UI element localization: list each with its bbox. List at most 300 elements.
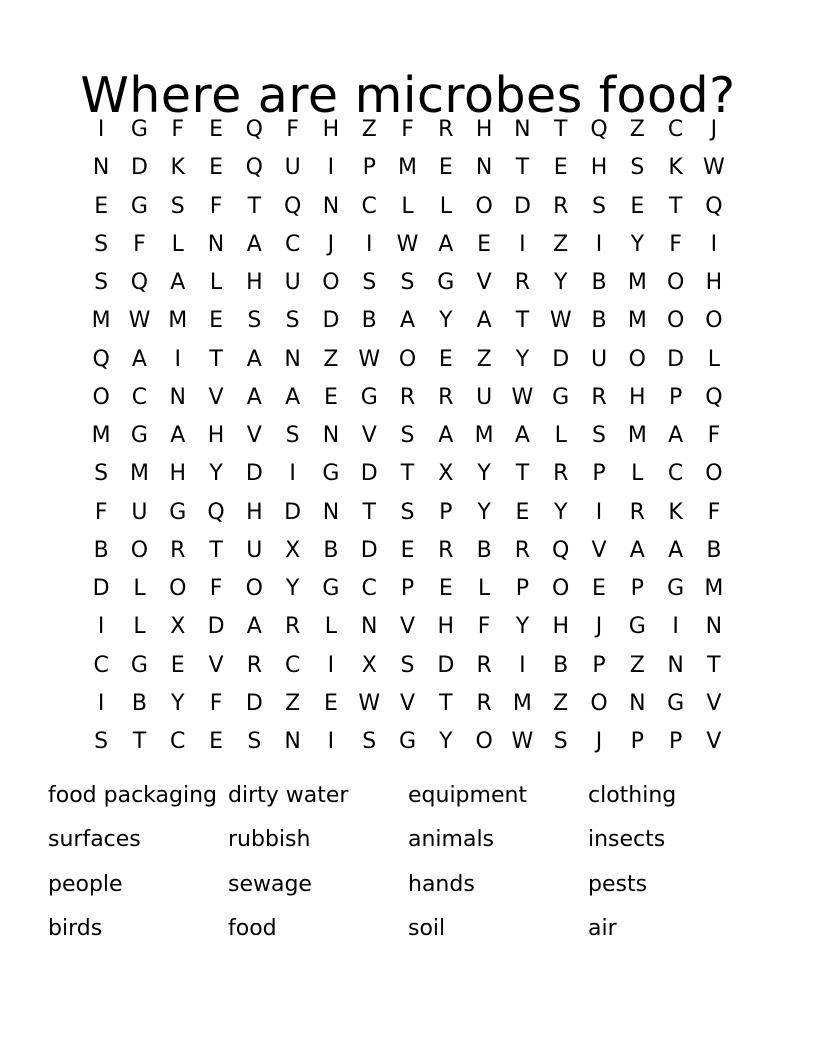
grid-letter: I	[327, 729, 335, 755]
grid-letter: N	[207, 231, 225, 257]
grid-letter: S	[285, 423, 300, 449]
grid-letter: N	[284, 346, 301, 372]
grid-letter: P	[439, 499, 453, 525]
grid-letter: X	[285, 537, 301, 563]
grid-letter: N	[322, 499, 340, 525]
grid-letter: A	[131, 346, 147, 372]
grid-letter: T	[707, 652, 721, 678]
grid-letter: S	[94, 729, 109, 755]
grid-letter: Y	[439, 308, 453, 334]
grid-letter: E	[438, 155, 453, 181]
grid-letter: Y	[439, 729, 453, 755]
grid-letter: U	[131, 499, 148, 525]
grid-letter: Q	[552, 537, 570, 563]
grid-letter: S	[285, 308, 300, 334]
grid-letter: S	[94, 270, 109, 296]
grid-letter: B	[591, 270, 607, 296]
grid-letter: V	[591, 537, 607, 563]
grid-letter: O	[245, 576, 263, 602]
grid-letter: Q	[245, 155, 263, 181]
grid-letter: B	[706, 537, 722, 563]
grid-letter: I	[327, 652, 335, 678]
grid-letter: V	[208, 384, 224, 410]
grid-letter: Y	[553, 499, 568, 525]
grid-letter: G	[628, 614, 646, 640]
grid-letter: N	[514, 117, 531, 143]
grid-letter: H	[246, 270, 263, 296]
grid-letter: O	[705, 461, 723, 487]
grid-letter: L	[439, 193, 452, 219]
word-bank-item: rubbish	[228, 827, 311, 853]
grid-letter: E	[438, 576, 453, 602]
grid-letter: G	[552, 384, 570, 410]
grid-letter: D	[360, 537, 378, 563]
grid-letter: Y	[171, 690, 185, 716]
grid-letter: A	[668, 537, 684, 563]
grid-letter: R	[399, 384, 416, 410]
grid-letter: Q	[705, 384, 723, 410]
grid-letter: I	[519, 652, 526, 678]
grid-letter: S	[362, 729, 377, 755]
grid-letter: E	[209, 155, 223, 181]
grid-letter: P	[668, 384, 683, 410]
grid-letter: T	[400, 461, 415, 487]
grid-letter: W	[511, 384, 534, 410]
grid-letter: Y	[477, 499, 491, 525]
word-bank-item: food packaging	[48, 783, 217, 808]
grid-letter: W	[549, 308, 572, 334]
grid-letter: D	[130, 155, 148, 181]
word-bank-item: air	[588, 915, 617, 941]
grid-letter: E	[209, 117, 223, 143]
grid-letter: H	[590, 155, 608, 181]
grid-letter: L	[324, 614, 338, 640]
grid-letter: D	[437, 652, 455, 678]
grid-letter: I	[97, 614, 105, 640]
grid-letter: P	[630, 576, 644, 602]
grid-letter: S	[94, 231, 109, 257]
grid-letter: D	[552, 346, 570, 372]
grid-letter: F	[209, 576, 223, 602]
grid-letter: M	[474, 423, 494, 449]
letter-grid	[82, 111, 733, 761]
grid-letter: R	[629, 499, 645, 525]
grid-letter: W	[358, 690, 381, 716]
grid-letter: O	[92, 384, 110, 410]
grid-letter: O	[590, 690, 608, 716]
grid-letter: R	[553, 461, 569, 487]
grid-letter: V	[399, 614, 416, 640]
grid-letter: S	[247, 729, 262, 755]
grid-letter: H	[475, 117, 493, 143]
grid-letter: S	[400, 270, 415, 296]
grid-letter: F	[477, 614, 491, 640]
grid-letter: Q	[590, 117, 608, 143]
grid-letter: N	[322, 423, 340, 449]
grid-letter: L	[707, 346, 721, 372]
grid-letter: B	[476, 537, 492, 563]
grid-letter: R	[476, 690, 492, 716]
grid-letter: J	[327, 231, 335, 257]
grid-letter: I	[174, 346, 181, 372]
grid-letter: A	[246, 614, 262, 640]
grid-letter: T	[209, 346, 223, 372]
grid-letter: B	[553, 652, 569, 678]
grid-letter: Y	[209, 461, 223, 487]
grid-letter: G	[130, 117, 148, 143]
word-bank-item: clothing	[588, 783, 677, 808]
word-bank-item: sewage	[228, 871, 312, 897]
grid-letter: C	[284, 652, 301, 678]
grid-letter: N	[284, 729, 301, 755]
grid-letter: Y	[285, 576, 300, 602]
grid-letter: P	[592, 652, 606, 678]
grid-letter: O	[475, 193, 493, 219]
grid-letter: K	[668, 499, 683, 525]
grid-letter: R	[438, 117, 454, 143]
grid-letter: G	[360, 384, 378, 410]
grid-letter: N	[360, 614, 378, 640]
grid-letter: P	[668, 729, 683, 755]
grid-letter: D	[667, 346, 685, 372]
grid-letter: J	[710, 117, 718, 143]
word-bank-item: equipment	[408, 783, 528, 808]
grid-letter: I	[595, 231, 603, 257]
grid-letter: Y	[515, 346, 530, 372]
grid-letter: K	[170, 155, 185, 181]
grid-letter: T	[132, 729, 147, 755]
grid-letter: T	[515, 155, 530, 181]
grid-letter: S	[400, 499, 415, 525]
grid-letter: H	[246, 499, 263, 525]
grid-letter: G	[130, 423, 148, 449]
grid-letter: I	[672, 614, 679, 640]
grid-letter: O	[552, 576, 570, 602]
grid-letter: W	[703, 155, 725, 181]
word-bank-item: people	[48, 871, 123, 897]
grid-letter: A	[514, 423, 530, 449]
grid-letter: C	[667, 117, 684, 143]
grid-letter: V	[208, 652, 224, 678]
grid-letter: N	[705, 614, 723, 640]
grid-letter: F	[171, 117, 185, 143]
grid-letter: Q	[245, 117, 263, 143]
grid-letter: E	[400, 537, 415, 563]
grid-letter: D	[207, 614, 225, 640]
grid-letter: A	[170, 270, 186, 296]
word-bank-item: soil	[408, 915, 446, 941]
grid-letter: B	[361, 308, 377, 334]
grid-letter: M	[627, 308, 647, 334]
grid-letter: F	[401, 117, 414, 143]
grid-letter: F	[286, 117, 299, 143]
grid-letter: R	[284, 614, 301, 640]
grid-letter: D	[245, 461, 263, 487]
grid-letter: G	[667, 576, 685, 602]
grid-letter: P	[515, 576, 530, 602]
grid-letter: E	[170, 652, 185, 678]
grid-letter: Q	[92, 346, 110, 372]
grid-letter: Z	[553, 231, 569, 257]
grid-letter: I	[365, 231, 373, 257]
grid-letter: S	[94, 461, 109, 487]
grid-letter: I	[327, 155, 335, 181]
grid-letter: E	[209, 729, 223, 755]
grid-letter: A	[246, 384, 262, 410]
grid-letter: M	[512, 690, 532, 716]
grid-letter: D	[245, 690, 263, 716]
grid-letter: L	[171, 231, 184, 257]
grid-letter: J	[595, 729, 603, 755]
grid-letter: O	[475, 729, 493, 755]
grid-letter: V	[399, 690, 416, 716]
grid-letter: F	[209, 690, 223, 716]
grid-letter: Q	[283, 193, 302, 219]
grid-letter: F	[94, 499, 108, 525]
grid-letter: F	[209, 193, 223, 219]
grid-letter: R	[476, 652, 492, 678]
grid-letter: G	[667, 690, 685, 716]
grid-letter: E	[323, 690, 338, 716]
grid-letter: L	[477, 576, 491, 602]
grid-letter: S	[362, 270, 377, 296]
grid-letter: C	[93, 652, 109, 678]
grid-letter: G	[322, 576, 340, 602]
grid-letter: Z	[629, 117, 645, 143]
word-bank-item: food	[228, 915, 277, 941]
grid-letter: G	[169, 499, 187, 525]
grid-letter: S	[400, 652, 415, 678]
grid-letter: L	[554, 423, 567, 449]
grid-letter: O	[666, 308, 685, 334]
grid-letter: D	[360, 461, 378, 487]
grid-letter: Y	[630, 231, 645, 257]
grid-letter: E	[592, 576, 606, 602]
word-bank-item: birds	[48, 915, 103, 941]
grid-letter: U	[476, 384, 493, 410]
grid-letter: V	[246, 423, 262, 449]
grid-letter: E	[515, 499, 530, 525]
grid-letter: M	[91, 308, 111, 334]
grid-letter: N	[475, 155, 493, 181]
grid-letter: A	[476, 308, 492, 334]
grid-letter: E	[438, 346, 453, 372]
grid-letter: I	[97, 690, 105, 716]
grid-letter: C	[131, 384, 148, 410]
grid-letter: S	[400, 423, 415, 449]
grid-letter: U	[284, 270, 301, 296]
grid-letter: X	[361, 652, 377, 678]
grid-letter: C	[361, 193, 377, 219]
grid-letter: C	[361, 576, 377, 602]
grid-letter: R	[591, 384, 607, 410]
grid-letter: G	[437, 270, 455, 296]
grid-letter: T	[515, 461, 530, 487]
grid-letter: D	[322, 308, 340, 334]
grid-letter: U	[284, 155, 301, 181]
grid-letter: D	[92, 576, 110, 602]
grid-letter: V	[706, 690, 722, 716]
grid-letter: O	[130, 537, 149, 563]
grid-letter: Y	[515, 614, 530, 640]
grid-letter: U	[590, 346, 608, 372]
grid-letter: H	[322, 117, 340, 143]
grid-letter: M	[398, 155, 418, 181]
grid-letter: V	[361, 423, 377, 449]
grid-letter: R	[514, 270, 531, 296]
grid-letter: L	[133, 614, 146, 640]
grid-letter: A	[170, 423, 186, 449]
grid-letter: Z	[361, 117, 377, 143]
grid-letter: I	[289, 461, 296, 487]
grid-letter: E	[323, 384, 338, 410]
grid-letter: P	[362, 155, 376, 181]
grid-letter: I	[97, 117, 105, 143]
grid-letter: C	[667, 461, 684, 487]
grid-letter: A	[246, 231, 262, 257]
grid-letter: R	[438, 384, 454, 410]
grid-letter: Z	[323, 346, 339, 372]
grid-letter: M	[168, 308, 188, 334]
grid-letter: S	[592, 193, 606, 219]
grid-letter: F	[669, 231, 682, 257]
grid-letter: B	[591, 308, 607, 334]
grid-letter: X	[438, 461, 454, 487]
grid-letter: E	[477, 231, 492, 257]
grid-letter: G	[130, 652, 148, 678]
grid-letter: W	[396, 231, 419, 257]
grid-letter: I	[519, 231, 526, 257]
grid-letter: G	[130, 193, 148, 219]
grid-letter: P	[630, 729, 644, 755]
grid-letter: X	[170, 614, 186, 640]
grid-letter: Z	[285, 690, 301, 716]
grid-letter: O	[666, 270, 685, 296]
grid-letter: H	[207, 423, 225, 449]
grid-letter: Y	[477, 461, 491, 487]
grid-letter: M	[704, 576, 724, 602]
grid-letter: S	[592, 423, 606, 449]
grid-letter: F	[707, 423, 721, 449]
grid-letter: Q	[207, 499, 225, 525]
grid-letter: I	[595, 499, 603, 525]
grid-letter: K	[668, 155, 683, 181]
grid-letter: Z	[476, 346, 492, 372]
grid-letter: T	[439, 690, 453, 716]
word-bank	[48, 778, 768, 955]
grid-letter: C	[170, 729, 186, 755]
grid-letter: S	[247, 308, 262, 334]
grid-letter: W	[128, 308, 151, 334]
grid-letter: B	[323, 537, 339, 563]
grid-letter: V	[706, 729, 722, 755]
grid-letter: T	[553, 117, 568, 143]
grid-letter: A	[399, 308, 416, 334]
grid-letter: M	[129, 461, 149, 487]
grid-letter: N	[322, 193, 340, 219]
grid-letter: L	[401, 193, 414, 219]
grid-letter: E	[553, 155, 568, 181]
grid-letter: O	[169, 576, 187, 602]
grid-letter: N	[169, 384, 186, 410]
grid-letter: E	[630, 193, 645, 219]
grid-letter: L	[133, 576, 146, 602]
grid-letter: C	[284, 231, 301, 257]
word-bank-item: hands	[408, 871, 475, 897]
grid-letter: R	[553, 193, 569, 219]
grid-letter: E	[94, 193, 109, 219]
grid-letter: T	[668, 193, 683, 219]
grid-letter: Y	[553, 270, 568, 296]
grid-letter: Z	[629, 652, 645, 678]
grid-letter: O	[628, 346, 646, 372]
grid-letter: L	[631, 461, 644, 487]
grid-letter: S	[170, 193, 185, 219]
grid-letter: F	[707, 499, 721, 525]
grid-letter: J	[595, 614, 603, 640]
grid-letter: Q	[130, 270, 149, 296]
grid-letter: R	[170, 537, 186, 563]
grid-letter: A	[438, 423, 454, 449]
grid-letter: U	[246, 537, 263, 563]
grid-letter: D	[284, 499, 302, 525]
grid-letter: B	[93, 537, 109, 563]
grid-letter: E	[209, 308, 223, 334]
grid-letter: D	[513, 193, 531, 219]
grid-letter: G	[322, 461, 340, 487]
grid-letter: T	[362, 499, 376, 525]
grid-letter: O	[705, 308, 723, 334]
grid-letter: V	[476, 270, 492, 296]
grid-letter: N	[667, 652, 684, 678]
grid-letter: A	[285, 384, 301, 410]
grid-letter: H	[169, 461, 187, 487]
word-bank-item: pests	[588, 871, 648, 897]
grid-letter: A	[246, 346, 262, 372]
grid-letter: H	[705, 270, 723, 296]
grid-letter: S	[630, 155, 645, 181]
grid-letter: A	[629, 537, 645, 563]
grid-letter: N	[629, 690, 646, 716]
grid-letter: T	[515, 308, 530, 334]
grid-letter: L	[209, 270, 223, 296]
grid-letter: S	[553, 729, 568, 755]
word-bank-item: surfaces	[48, 827, 141, 853]
grid-letter: M	[627, 423, 647, 449]
grid-letter: G	[398, 729, 417, 755]
grid-letter: T	[247, 193, 262, 219]
grid-letter: F	[133, 231, 146, 257]
grid-letter: H	[552, 614, 569, 640]
grid-letter: R	[514, 537, 531, 563]
grid-letter: O	[322, 270, 340, 296]
grid-letter: M	[627, 270, 647, 296]
word-bank-item: dirty water	[228, 783, 349, 808]
grid-letter: N	[92, 155, 110, 181]
grid-letter: M	[91, 423, 111, 449]
grid-letter: R	[438, 537, 454, 563]
grid-letter: A	[438, 231, 454, 257]
grid-letter: I	[710, 231, 718, 257]
grid-letter: R	[246, 652, 262, 678]
word-bank-item: insects	[588, 827, 666, 853]
grid-letter: O	[398, 346, 417, 372]
grid-letter: T	[209, 537, 223, 563]
grid-letter: W	[358, 346, 381, 372]
grid-letter: B	[131, 690, 147, 716]
word-bank-item: animals	[408, 827, 495, 853]
grid-letter: A	[668, 423, 684, 449]
